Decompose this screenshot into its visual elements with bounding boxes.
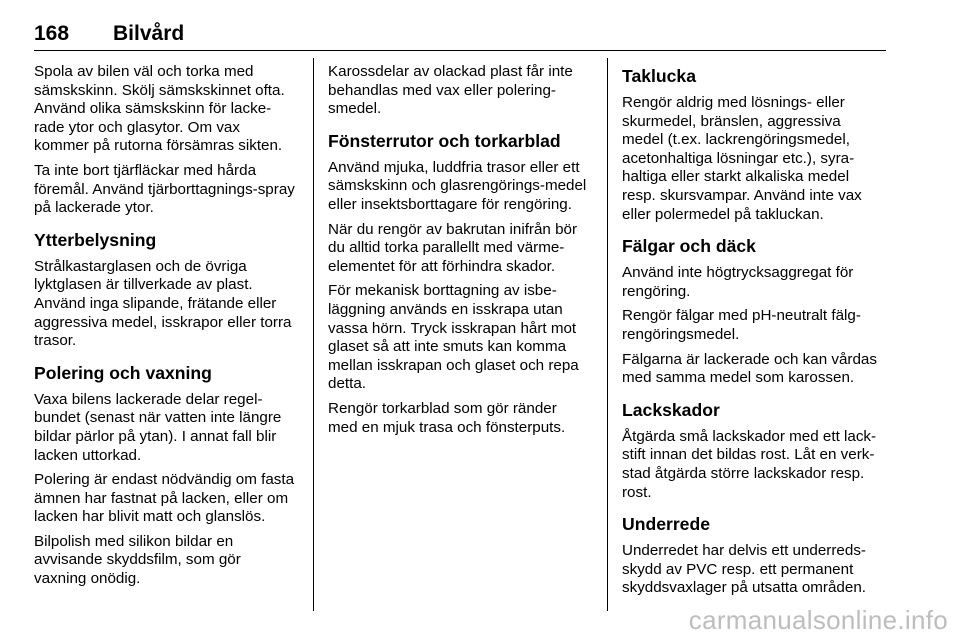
paragraph: Polering är endast nödvändig om fasta ämnen har fastnat på lacken, eller om lacken har blivit matt och glanslös.	[34, 471, 295, 526]
paragraph: Spola av bilen väl och torka med sämskskinn. Skölj sämskskinnet ofta. Använd olika sämskskinn för lacke-rade ytor och glasytor. Om vax kommer på rutorna försämras sikten.	[34, 63, 285, 155]
paragraph: För mekanisk borttagning av isbe-läggning används en isskrapa utan vassa hörn. Tryck isskrapan hårt mot glaset så att inte smuts kan komma mellan isskrapan och glaset och repa detta.	[328, 282, 579, 393]
paragraph: Använd inte högtrycksaggregat för rengöring.	[622, 264, 854, 300]
section-heading-taklucka: Taklucka	[622, 66, 696, 86]
section-heading-polering: Polering och vaxning	[34, 362, 212, 383]
paragraph: När du rengör av bakrutan inifrån bör du alltid torka parallellt med värme-elementet för att förhindra skador.	[328, 220, 578, 275]
section-heading-lackskador: Lackskador	[622, 399, 720, 420]
column-divider-2	[607, 58, 608, 611]
column-2	[328, 63, 590, 443]
column-3	[622, 63, 884, 604]
section-heading-ytterbelysning: Ytterbelysning	[34, 229, 157, 250]
page-header	[34, 22, 886, 48]
paragraph: Fälgarna är lackerade och kan vårdas med samma medel som karossen.	[622, 350, 877, 387]
section-heading-falgar: Fälgar och däck	[622, 236, 756, 257]
paragraph: Rengör fälgar med pH-neutralt fälg-rengöringsmedel.	[622, 307, 861, 343]
column-1	[34, 63, 296, 595]
section-heading-fonsterrutor: Fönsterrutor och torkarblad	[328, 130, 561, 151]
paragraph: Bilpolish med silikon bildar en avvisande skyddsfilm, som gör vaxning onödig.	[34, 532, 241, 588]
page-number: 168	[34, 22, 70, 45]
paragraph: Strålkastarglasen och de övriga lyktglasen är tillverkade av plast. Använd inga slipande, frätande eller aggressiva medel, isskrapor eller torra trasor.	[34, 257, 292, 350]
column-divider-1	[313, 58, 314, 611]
paragraph: Karossdelar av olackad plast får inte behandlas med vax eller polering-smedel.	[328, 63, 573, 118]
running-title: Bilvård	[113, 22, 185, 45]
section-heading-underrede: Underrede	[622, 514, 710, 535]
paragraph: Åtgärda små lackskador med ett lack-stift innan det bildas rost. Låt en verk-stad åtgärda större lackskador resp. rost.	[622, 427, 877, 501]
paragraph: Rengör aldrig med lösnings- eller skurmedel, bränslen, aggressiva medel (t.ex. lackrengöringsmedel, acetonhaltiga lösningar etc.), syra-haltiga eller starkt alkaliska medel resp. skursvampar. Använd inte vax eller polermedel på takluckan.	[622, 94, 862, 223]
watermark: carmanualsonline.info	[688, 605, 948, 635]
paragraph: Ta inte bort tjärfläckar med hårda föremål. Använd tjärborttagnings-spray på lackerade ytor.	[34, 161, 295, 217]
paragraph: Underredet har delvis ett underreds-skydd av PVC resp. ett permanent skyddsvaxlager på utsatta områden.	[622, 542, 866, 597]
paragraph: Rengör torkarblad som gör ränder med en mjuk trasa och fönsterputs.	[328, 399, 566, 436]
header-rule	[34, 50, 886, 51]
paragraph: Vaxa bilens lackerade delar regel-bundet (senast när vatten inte längre bildar pärlor på ytan). I annat fall blir lacken uttorkad.	[34, 390, 282, 464]
paragraph: Använd mjuka, luddfria trasor eller ett sämskskinn och glasrengörings-medel eller insektsborttagare för rengöring.	[328, 158, 587, 213]
